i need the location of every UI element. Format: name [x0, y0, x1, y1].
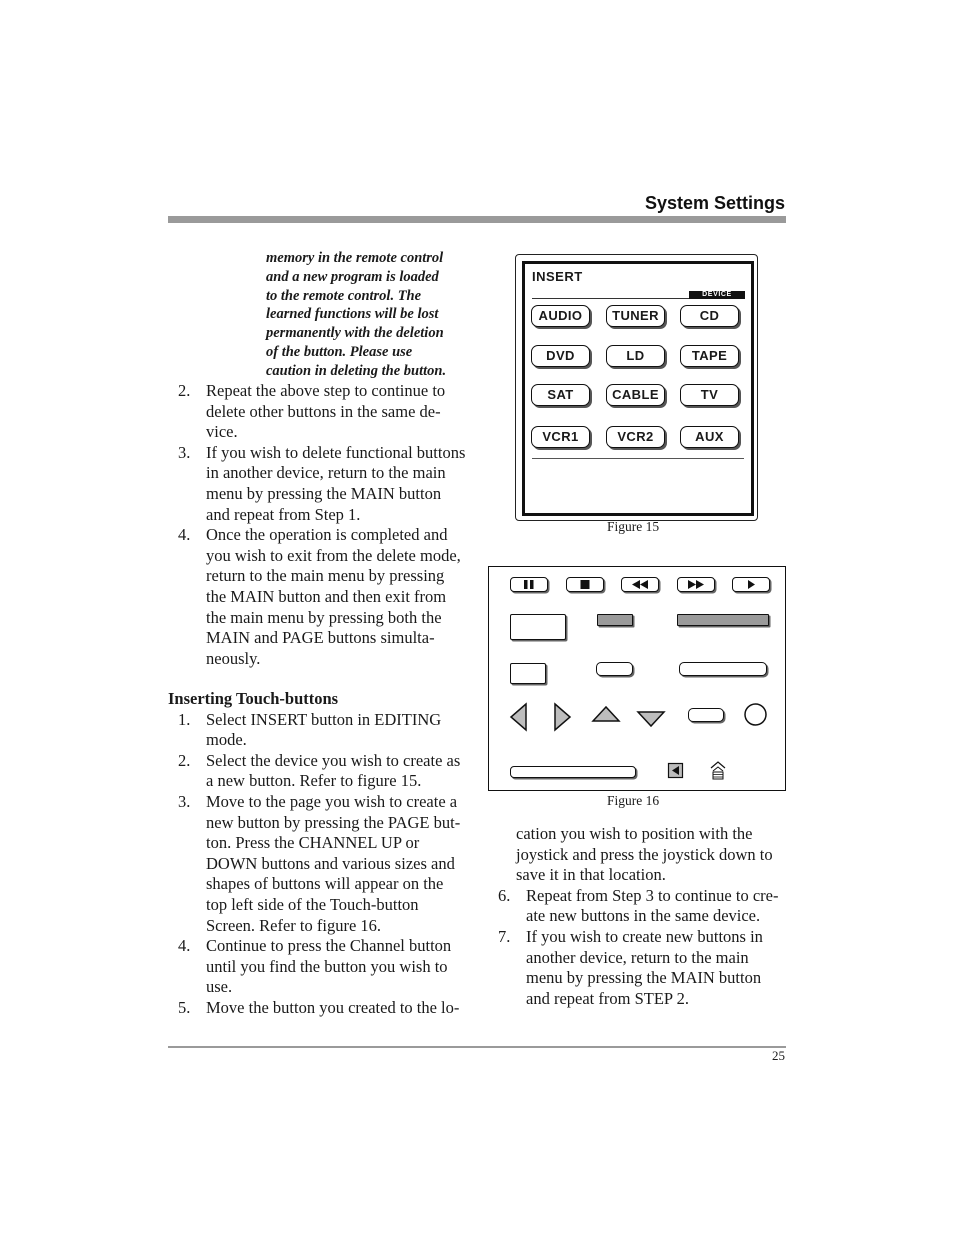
list-item [178, 381, 473, 443]
continued-step-text [498, 824, 790, 886]
page-back-icon[interactable] [667, 762, 685, 780]
item-line: Repeat the above step to continue to [206, 381, 446, 400]
list-item [168, 751, 473, 792]
item-number: 3. [178, 791, 191, 811]
item-line: cation you wish to position with the [516, 824, 753, 843]
item-number: 4. [178, 936, 191, 956]
item-line: return to the main menu by pressing [206, 566, 445, 586]
item-line: new button by pressing the PAGE but- [206, 812, 461, 832]
list-item [178, 443, 473, 525]
rewind-icon [622, 578, 658, 591]
device-tab: DEVICE [689, 291, 745, 299]
item-line: vice. [206, 422, 238, 442]
list-item [168, 710, 473, 751]
item-number: 3. [178, 442, 191, 462]
item-line: a new button. Refer to figure 15. [206, 771, 422, 791]
list-item [498, 927, 790, 1009]
play-icon [733, 578, 769, 591]
item-number: 7. [498, 926, 511, 946]
note-line: to the remote control. The [266, 287, 422, 304]
item-line: menu by pressing the MAIN button [206, 483, 442, 503]
item-text [206, 792, 473, 936]
figure-16-button-shapes [488, 566, 786, 791]
fast-forward-button[interactable] [677, 577, 715, 592]
section-title: System Settings [644, 193, 785, 213]
item-line: you wish to exit from the delete mode, [206, 545, 461, 565]
item-line: mode. [206, 730, 247, 750]
insert-section [168, 689, 473, 1019]
item-line: Move to the page you wish to create a [206, 791, 458, 811]
item-line: delete other buttons in the same de- [206, 401, 441, 421]
down-arrow-icon[interactable] [636, 710, 666, 728]
device-button-cable[interactable]: CABLE [606, 384, 665, 406]
item-text [206, 751, 473, 792]
item-text [526, 886, 790, 927]
item-line: and repeat from STEP 2. [526, 988, 689, 1008]
item-number: 2. [178, 381, 191, 400]
note-line: and a new program is loaded [266, 268, 439, 285]
device-button-aux[interactable]: AUX [680, 426, 739, 448]
pill-button[interactable] [688, 708, 724, 722]
item-text [206, 998, 473, 1019]
item-line: save it in that location. [516, 865, 666, 885]
page-number: 25 [772, 1048, 785, 1063]
warning-note [266, 249, 471, 381]
home-icon[interactable] [710, 760, 726, 780]
touch-screen [522, 261, 754, 516]
item-line: top left side of the Touch-button [206, 894, 419, 914]
item-number: 1. [178, 709, 191, 729]
device-button-ld[interactable]: LD [606, 345, 665, 367]
list-item [168, 792, 473, 936]
item-line: neously. [206, 648, 261, 668]
right-steps-list [498, 886, 790, 1010]
stop-icon [567, 578, 603, 591]
fast-forward-icon [678, 578, 714, 591]
up-arrow-icon[interactable] [591, 705, 621, 723]
item-line: Once the operation is completed and [206, 525, 448, 545]
item-line: Repeat from Step 3 to continue to cre- [526, 885, 779, 905]
item-line: joystick and press the joystick down to [516, 844, 773, 864]
item-line: Screen. Refer to figure 16. [206, 915, 382, 935]
note-line: learned functions will be lost [266, 306, 439, 323]
item-line: Select INSERT button in EDITING [206, 709, 442, 729]
item-number: 6. [498, 885, 511, 905]
small-rounded-button[interactable] [596, 662, 633, 676]
insert-screen-title: INSERT [532, 269, 583, 284]
rewind-button[interactable] [621, 577, 659, 592]
item-text [206, 525, 473, 669]
item-number: 5. [178, 997, 191, 1017]
item-line: ate new buttons in the same device. [526, 906, 761, 926]
figure-16-caption: Figure 16 [607, 793, 660, 808]
item-line: If you wish to create new buttons in [526, 926, 763, 946]
note-line: permanently with the deletion [266, 325, 444, 342]
list-item [168, 936, 473, 998]
item-text [206, 936, 473, 998]
item-line: another device, return to the main [526, 947, 749, 967]
long-bar-button[interactable] [510, 766, 636, 778]
item-text [206, 710, 473, 751]
item-line: the main menu by pressing both the [206, 607, 442, 627]
device-button-vcr2[interactable]: VCR2 [606, 426, 665, 448]
list-item [168, 998, 473, 1019]
figure-15-caption: Figure 15 [607, 519, 660, 534]
item-number: 4. [178, 525, 191, 545]
item-line: and repeat from Step 1. [206, 504, 361, 524]
item-line: ton. Press the CHANNEL UP or [206, 833, 420, 853]
item-line: Select the device you wish to create as [206, 750, 461, 770]
device-button-tuner[interactable]: TUNER [606, 305, 665, 327]
item-number: 2. [178, 750, 191, 770]
item-line: If you wish to delete functional buttons [206, 442, 466, 462]
pause-button[interactable] [510, 577, 548, 592]
item-line: DOWN buttons and various sizes and [206, 853, 455, 873]
device-button-sat[interactable]: SAT [531, 384, 590, 406]
device-button-audio[interactable]: AUDIO [531, 305, 590, 327]
delete-steps-list [178, 381, 473, 669]
item-text [206, 381, 473, 443]
item-line: until you find the button you wish to [206, 956, 448, 976]
insert-heading: Inserting Touch-buttons [168, 689, 339, 708]
stop-button[interactable] [566, 577, 604, 592]
item-line: Move the button you created to the lo- [206, 997, 460, 1017]
header-rule [168, 216, 786, 223]
item-line: use. [206, 977, 233, 997]
play-button[interactable] [732, 577, 770, 592]
device-button-tape[interactable]: TAPE [680, 345, 739, 367]
device-button-cd[interactable]: CD [680, 305, 739, 327]
right-column [498, 824, 790, 1009]
figure-15-device-screen [515, 254, 758, 521]
insert-steps-list [168, 710, 473, 1019]
list-item [498, 886, 790, 927]
item-line: menu by pressing the MAIN button [526, 968, 762, 988]
item-line: MAIN and PAGE buttons simulta- [206, 628, 435, 648]
large-square-button[interactable] [510, 614, 566, 640]
item-line: Continue to press the Channel button [206, 936, 452, 956]
device-button-tv[interactable]: TV [680, 384, 739, 406]
device-button-vcr1[interactable]: VCR1 [531, 426, 590, 448]
wide-rounded-button[interactable] [679, 662, 767, 676]
item-line: the MAIN button and then exit from [206, 586, 447, 606]
wide-gray-button[interactable] [677, 614, 769, 626]
note-line: memory in the remote control [266, 250, 444, 266]
item-line: in another device, return to the main [206, 463, 446, 483]
item-text [206, 443, 473, 525]
note-line: caution in deleting the button. [266, 362, 447, 379]
small-square-button[interactable] [510, 663, 546, 684]
item-text [526, 927, 790, 1009]
list-item [178, 525, 473, 669]
note-line: of the button. Please use [266, 343, 413, 360]
divider [532, 458, 744, 459]
item-line: shapes of buttons will appear on the [206, 874, 444, 894]
footer-rule [168, 1046, 786, 1048]
left-arrow-icon[interactable] [509, 702, 529, 732]
device-button-dvd[interactable]: DVD [531, 345, 590, 367]
small-gray-button[interactable] [597, 614, 633, 626]
right-arrow-icon[interactable] [552, 702, 572, 732]
pause-icon [511, 578, 547, 591]
round-button[interactable] [743, 702, 769, 728]
